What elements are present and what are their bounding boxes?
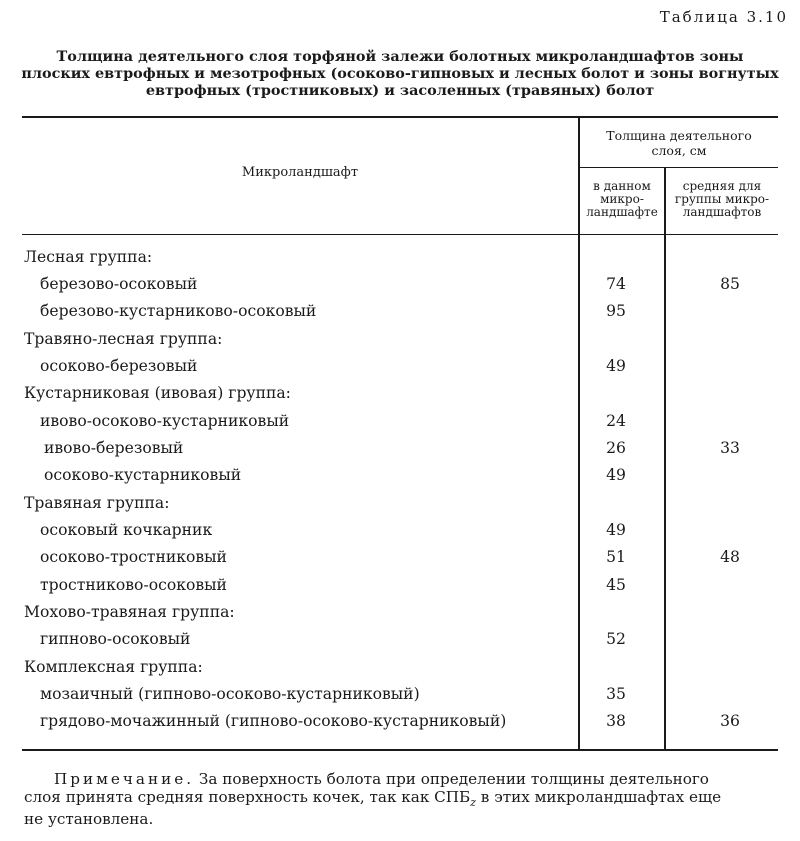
row-value: 24 (606, 412, 626, 430)
table-row (0, 626, 800, 653)
row-value: 49 (606, 357, 626, 375)
table-footnote (24, 771, 784, 829)
row-value: 49 (606, 521, 626, 539)
row-group-mean: 85 (720, 275, 740, 293)
row-value: 52 (606, 630, 626, 648)
table-row (0, 462, 800, 489)
caption-line: плоских евтрофных и мезотрофных (осоково-гипновых и лесных болот и зоны вогнутых (21, 65, 779, 82)
row-name: березово-кустарниково-осоковый (40, 302, 317, 320)
row-name: осоковый кочкарник (40, 521, 213, 539)
row-name: Травяно-лесная группа: (24, 330, 223, 348)
table-row (0, 681, 800, 708)
row-value: 26 (606, 439, 626, 457)
group-row (0, 380, 800, 407)
row-name: Комплексная группа: (24, 658, 203, 676)
header-line: в данном (593, 179, 651, 193)
group-row (0, 654, 800, 681)
table-top-rule (22, 116, 778, 118)
row-name: Травяная группа: (24, 494, 170, 512)
table-number-label: Таблица 3.10 (659, 8, 788, 26)
table-row (0, 435, 800, 462)
header-group-rule (579, 167, 778, 168)
note-label: Примечание. (54, 770, 195, 788)
row-value: 95 (606, 302, 626, 320)
header-line: слоя, см (651, 143, 707, 158)
table-row (0, 572, 800, 599)
row-name: мозаичный (гипново-осоково-кустарниковый) (40, 685, 420, 703)
row-group-mean: 36 (720, 712, 740, 730)
row-value: 49 (606, 466, 626, 484)
row-value: 51 (606, 548, 626, 566)
header-line: средняя для (682, 179, 762, 193)
row-name: тростниково-осоковый (40, 576, 227, 594)
row-name: березово-осоковый (40, 275, 198, 293)
row-value: 38 (606, 712, 626, 730)
caption-line: евтрофных (тростниковых) и засоленных (травяных) болот (145, 82, 655, 99)
note-line (24, 771, 784, 789)
header-line: группы микро- (674, 192, 770, 206)
row-name: ивово-березовый (44, 439, 184, 457)
table-row (0, 298, 800, 325)
row-name: осоково-березовый (40, 357, 198, 375)
row-name: грядово-мочажинный (гипново-осоково-кустарниковый) (40, 712, 507, 730)
group-row (0, 326, 800, 353)
column-header-thickness (580, 128, 778, 158)
row-value: 35 (606, 685, 626, 703)
table-row (0, 271, 800, 298)
note-subscript: z (470, 795, 476, 809)
note-line: не установлена. (24, 810, 154, 829)
row-name: гипново-осоковый (40, 630, 191, 648)
table-row (0, 708, 800, 735)
header-line: Толщина деятельного (606, 128, 752, 143)
row-name: Мохово-травяная группа: (24, 603, 235, 621)
header-line: ландшафтов (682, 205, 762, 219)
note-text: слоя принята средняя поверхность кочек, так как СПБ (24, 787, 471, 806)
row-group-mean: 33 (720, 439, 740, 457)
note-text: За поверхность болота при определении толщины деятельного (198, 770, 709, 788)
table-bottom-rule (22, 749, 778, 751)
row-name: ивово-осоково-кустарниковый (40, 412, 290, 430)
row-group-mean: 48 (720, 548, 740, 566)
table-row (0, 544, 800, 571)
group-row (0, 599, 800, 626)
column-header-group-mean (666, 180, 778, 219)
column-header-microlandscape: Микроландшафт (241, 165, 359, 180)
table-row (0, 353, 800, 380)
table-row (0, 517, 800, 544)
header-line: микро- (600, 192, 644, 206)
row-name: Лесная группа: (24, 248, 153, 266)
group-row (0, 244, 800, 271)
row-name: Кустарниковая (ивовая) группа: (24, 384, 291, 402)
row-value: 74 (606, 275, 626, 293)
table-row (0, 408, 800, 435)
table-caption (10, 48, 790, 99)
row-name: осоково-кустарниковый (44, 466, 242, 484)
column-header-this-microlandscape (580, 180, 664, 219)
header-line: ландшафте (586, 205, 658, 219)
note-text: в этих микроландшафтах еще (475, 787, 722, 806)
caption-line: Толщина деятельного слоя торфяной залежи болотных микроландшафтов зоны (56, 48, 744, 65)
row-value: 45 (606, 576, 626, 594)
group-row (0, 490, 800, 517)
note-line (24, 789, 784, 812)
row-name: осоково-тростниковый (40, 548, 227, 566)
